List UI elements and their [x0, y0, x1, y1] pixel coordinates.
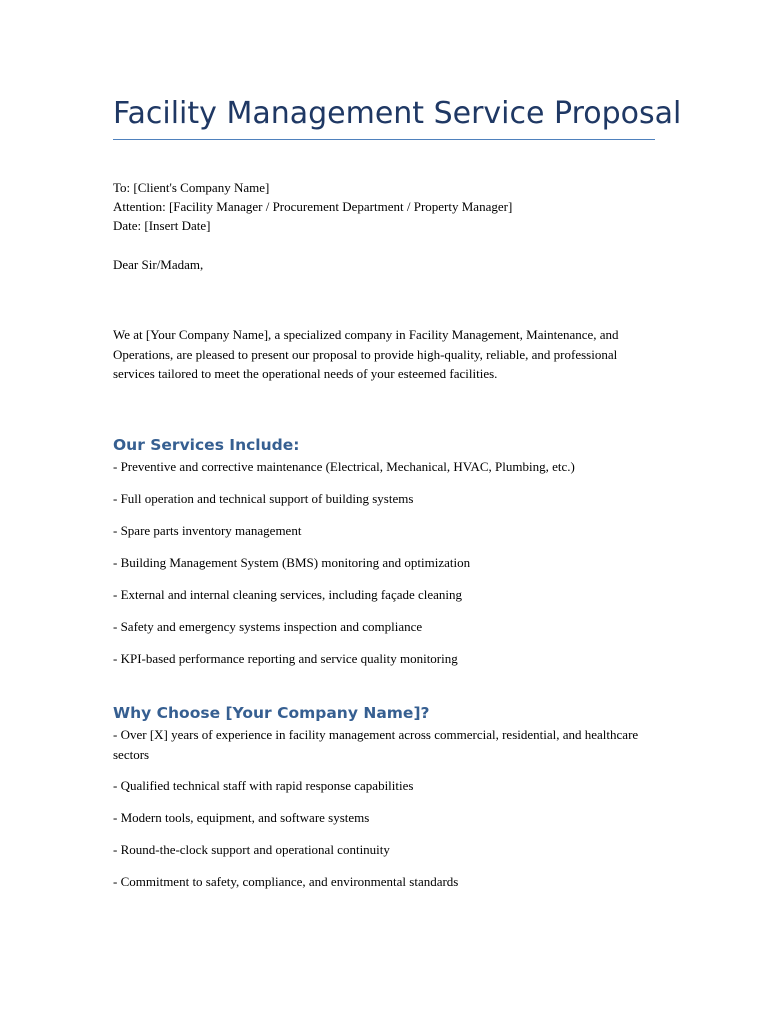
list-item: - Over [X] years of experience in facility management across commercial, residential, and healthcare sectors [113, 727, 639, 762]
list-item: - External and internal cleaning services, including façade cleaning [113, 587, 463, 602]
list-item: - Full operation and technical support of building systems [113, 491, 414, 506]
list-item: - Preventive and corrective maintenance (Electrical, Mechanical, HVAC, Plumbing, etc.) [113, 459, 575, 474]
list-item: - Building Management System (BMS) monitoring and optimization [113, 555, 471, 570]
document-title: Facility Management Service Proposal [113, 96, 682, 131]
recipient-line: To: [Client's Company Name] [113, 180, 270, 195]
list-item: - Spare parts inventory management [113, 523, 302, 538]
title-underline [113, 139, 655, 140]
list-item: - Modern tools, equipment, and software systems [113, 810, 370, 825]
date-line: Date: [Insert Date] [113, 218, 211, 233]
intro-paragraph: We at [Your Company Name], a specialized company in Facility Management, Maintenance, and Operations, are pleased to present our proposal to provide high-quality, reliable, and professional services tailored to meet the operational needs of your esteemed facilities. [113, 327, 619, 381]
list-item: - Safety and emergency systems inspection and compliance [113, 619, 423, 634]
list-item: - KPI-based performance reporting and service quality monitoring [113, 651, 458, 666]
salutation: Dear Sir/Madam, [113, 257, 204, 272]
why-choose-heading: Why Choose [Your Company Name]? [113, 704, 430, 722]
list-item: - Round-the-clock support and operational continuity [113, 842, 390, 857]
attention-line: Attention: [Facility Manager / Procurement Department / Property Manager] [113, 199, 513, 214]
list-item: - Qualified technical staff with rapid response capabilities [113, 778, 414, 793]
services-heading: Our Services Include: [113, 436, 300, 454]
list-item: - Commitment to safety, compliance, and environmental standards [113, 874, 459, 889]
